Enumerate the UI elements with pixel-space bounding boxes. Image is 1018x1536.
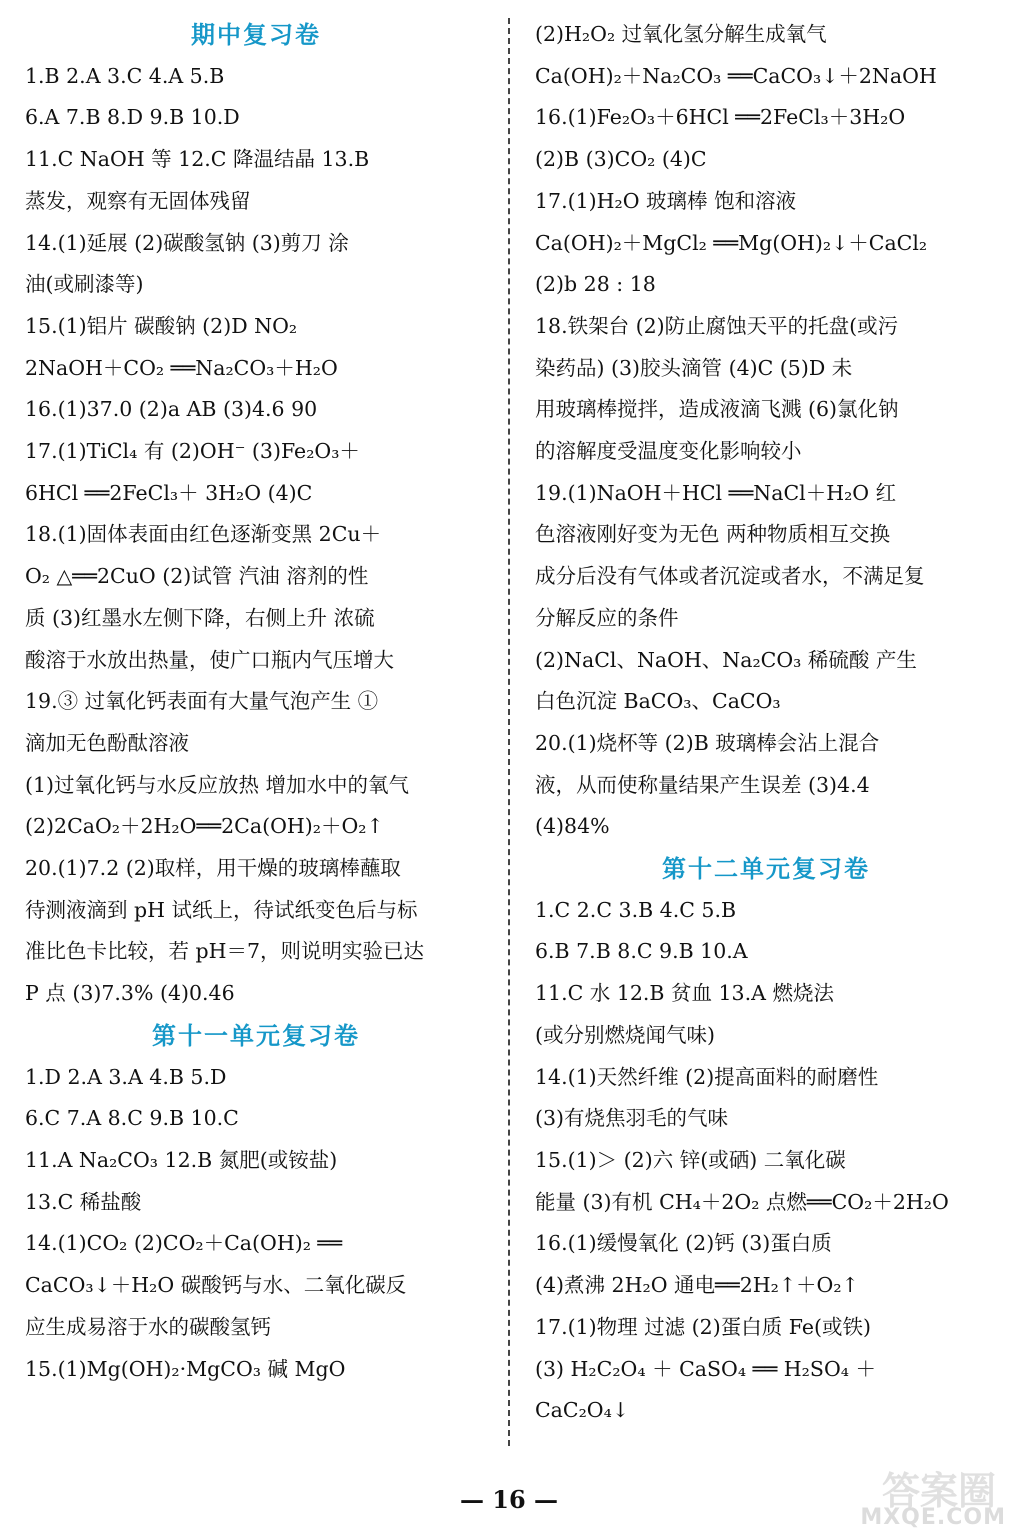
answer-line: 1.D 2.A 3.A 4.B 5.D <box>25 1064 227 1089</box>
answer-line: 18.铁架台 (2)防止腐蚀天平的托盘(或污 <box>535 313 899 338</box>
answer-line: 11.C NaOH 等 12.C 降温结晶 13.B <box>25 147 370 172</box>
answer-line: 11.C 水 12.B 贫血 13.A 燃烧法 <box>535 981 834 1006</box>
answer-line: 酸溶于水放出热量，使广口瓶内气压增大 <box>25 647 394 672</box>
answer-line: 20.(1)7.2 (2)取样，用干燥的玻璃棒蘸取 <box>25 856 401 881</box>
answer-line: 15.(1)铝片 碳酸钠 (2)D NO₂ <box>25 313 298 338</box>
answer-line: 17.(1)H₂O 玻璃棒 饱和溶液 <box>535 188 797 213</box>
answer-line: 16.(1)Fe₂O₃＋6HCl ══2FeCl₃＋3H₂O <box>535 105 906 130</box>
watermark-logo <box>841 1460 1006 1530</box>
page-number: — 16 — <box>459 1485 559 1514</box>
section-heading: 期中复习卷 <box>191 20 321 49</box>
answer-line: (3)有烧焦羽毛的气味 <box>535 1106 729 1131</box>
answer-line: 6HCl ══2FeCl₃＋ 3H₂O (4)C <box>25 480 313 505</box>
answer-line: 6.A 7.B 8.D 9.B 10.D <box>25 105 240 130</box>
answer-line: 14.(1)CO₂ (2)CO₂＋Ca(OH)₂ ══ <box>25 1231 343 1256</box>
answer-line: 能量 (3)有机 CH₄＋2O₂ 点燃══CO₂＋2H₂O <box>535 1189 949 1214</box>
answer-line: 13.C 稀盐酸 <box>25 1189 142 1214</box>
answer-line: 染药品) (3)胶头滴管 (4)C (5)D 未 <box>535 355 853 380</box>
answer-line: 准比色卡比较，若 pH＝7，则说明实验已达 <box>25 939 425 964</box>
answer-line: (或分别燃烧闻气味) <box>535 1022 715 1047</box>
watermark-logo-text: 答案圈 <box>881 1469 996 1513</box>
answer-line: 18.(1)固体表面由红色逐渐变黑 2Cu＋ <box>25 522 382 547</box>
column-divider <box>508 18 510 1446</box>
answer-line: 液，从而使称量结果产生误差 (3)4.4 <box>535 772 870 797</box>
answer-line: 色溶液刚好变为无色 两种物质相互交换 <box>535 522 891 547</box>
answer-line: (1)过氧化钙与水反应放热 增加水中的氧气 <box>25 772 410 797</box>
answer-line: 19.③ 过氧化钙表面有大量气泡产生 ① <box>25 689 379 714</box>
answer-line: 16.(1)37.0 (2)a AB (3)4.6 90 <box>25 397 318 422</box>
right-column <box>535 14 997 1432</box>
answer-line: Ca(OH)₂＋Na₂CO₃ ══CaCO₃↓＋2NaOH <box>535 63 937 88</box>
answer-line: 20.(1)烧杯等 (2)B 玻璃棒会沾上混合 <box>535 730 880 755</box>
answer-line: 17.(1)TiCl₄ 有 (2)OH⁻ (3)Fe₂O₃＋ <box>25 439 360 464</box>
answer-line: 油(或刷漆等) <box>25 272 144 297</box>
answer-line: 的溶解度受温度变化影响较小 <box>535 439 802 464</box>
answer-line: CaCO₃↓＋H₂O 碳酸钙与水、二氧化碳反 <box>25 1273 407 1298</box>
watermark-url: MXQE.COM <box>860 1505 1006 1530</box>
answer-line: 蒸发，观察有无固体残留 <box>25 188 251 213</box>
answer-line: 质 (3)红墨水左侧下降，右侧上升 浓硫 <box>25 605 375 630</box>
answer-line: 19.(1)NaOH＋HCl ══NaCl＋H₂O 红 <box>535 480 897 505</box>
answer-line: 14.(1)天然纤维 (2)提高面料的耐磨性 <box>535 1064 879 1089</box>
answer-line: (3) H₂C₂O₄ ＋ CaSO₄ ══ H₂SO₄ ＋ <box>535 1356 876 1381</box>
answer-line: 白色沉淀 BaCO₃、CaCO₃ <box>535 689 781 714</box>
answer-line: 16.(1)缓慢氧化 (2)钙 (3)蛋白质 <box>535 1231 832 1256</box>
answer-line: CaC₂O₄↓ <box>535 1398 630 1423</box>
answer-line: (2)2CaO₂＋2H₂O══2Ca(OH)₂＋O₂↑ <box>25 814 384 839</box>
answer-line: 6.C 7.A 8.C 9.B 10.C <box>25 1106 239 1131</box>
answer-line: (2)H₂O₂ 过氧化氢分解生成氧气 <box>535 22 827 46</box>
answer-line: O₂ △══2CuO (2)试管 汽油 溶剂的性 <box>25 564 369 589</box>
answer-line: (4)煮沸 2H₂O 通电══2H₂↑＋O₂↑ <box>535 1273 859 1298</box>
answer-line: 滴加无色酚酞溶液 <box>25 730 189 755</box>
section-heading: 第十一单元复习卷 <box>152 1020 360 1050</box>
answer-line: (2)B (3)CO₂ (4)C <box>535 147 707 172</box>
answer-line: Ca(OH)₂＋MgCl₂ ══Mg(OH)₂↓＋CaCl₂ <box>535 230 928 255</box>
answer-line: 分解反应的条件 <box>535 605 679 630</box>
answer-line: 1.B 2.A 3.C 4.A 5.B <box>25 63 225 88</box>
answer-line: (4)84% <box>535 814 610 839</box>
answer-line: 应生成易溶于水的碳酸氢钙 <box>25 1314 271 1339</box>
answer-line: (2)NaCl、NaOH、Na₂CO₃ 稀硫酸 产生 <box>535 647 917 672</box>
answer-line: 6.B 7.B 8.C 9.B 10.A <box>535 939 748 964</box>
answer-line: P 点 (3)7.3% (4)0.46 <box>25 981 235 1006</box>
answer-line: 2NaOH＋CO₂ ══Na₂CO₃＋H₂O <box>25 355 338 380</box>
left-column <box>25 14 487 1390</box>
answer-line: 15.(1)＞ (2)六 锌(或硒) 二氧化碳 <box>535 1147 846 1172</box>
answer-line: 1.C 2.C 3.B 4.C 5.B <box>535 897 737 922</box>
answer-line: 成分后没有气体或者沉淀或者水，不满足复 <box>535 564 925 589</box>
answer-line: 17.(1)物理 过滤 (2)蛋白质 Fe(或铁) <box>535 1314 871 1339</box>
answer-line: 15.(1)Mg(OH)₂·MgCO₃ 碱 MgO <box>25 1356 346 1381</box>
answer-line: 11.A Na₂CO₃ 12.B 氮肥(或铵盐) <box>25 1147 338 1172</box>
answer-line: 待测液滴到 pH 试纸上，待试纸变色后与标 <box>25 897 418 922</box>
answer-line: 用玻璃棒搅拌，造成液滴飞溅 (6)氯化钠 <box>535 397 899 422</box>
answer-line: 14.(1)延展 (2)碳酸氢钠 (3)剪刀 涂 <box>25 230 349 255</box>
section-heading: 第十二单元复习卷 <box>662 854 870 884</box>
answer-line: (2)b 28 : 18 <box>535 272 656 297</box>
